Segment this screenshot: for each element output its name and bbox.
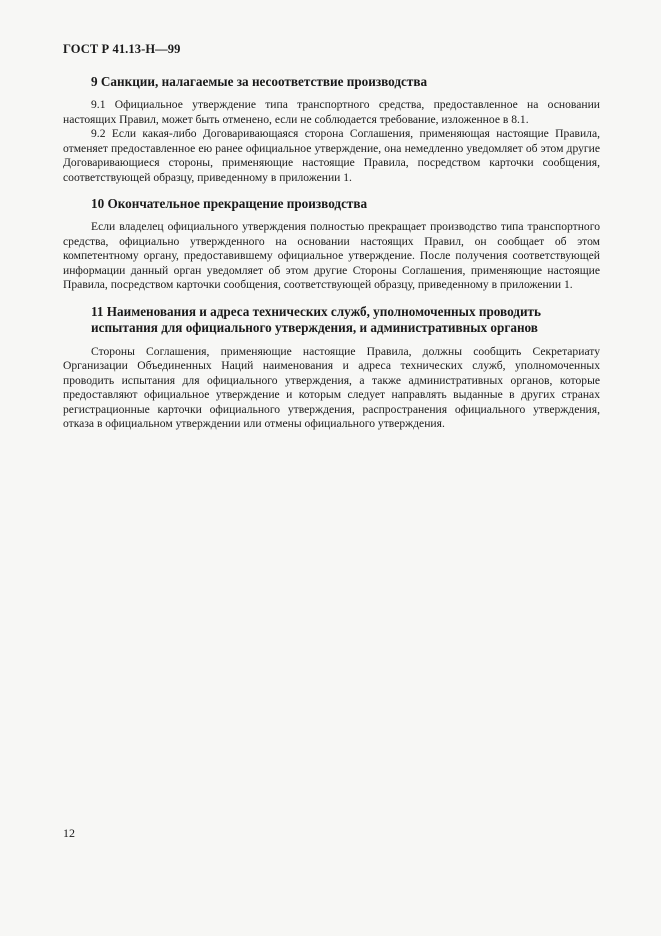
section-title-line-1: 11 Наименования и адреса технических служб, уполномоченных проводить xyxy=(91,303,542,319)
section-title xyxy=(63,304,600,337)
paragraph-9-2: 9.2 Если какая-либо Договаривающаяся сторона Соглашения, применяющая настоящие Правила, отменяет предоставленное ею ранее официальное утверждение, она немедленно уведомляет об этом другие Договаривающиеся стороны, применяющие настоящие Правила, посредством карточки сообщения, соответствующей образцу, приведенному в приложении 1. xyxy=(63,127,600,184)
paragraph-10: Если владелец официального утверждения полностью прекращает производство типа транспортного средства, официально утвержденного на основании настоящих Правил, он сообщает об этом компетентному органу, предоставившему официальное утверждение. После получения соответствующей информации данный орган уведомляет об этом другие Стороны Соглашения, применяющие настоящие Правила, посредством карточки сообщения, соответствующей образцу, приведенному в приложении 1. xyxy=(63,220,600,291)
section-title: 9 Санкции, налагаемые за несоответствие производства xyxy=(91,74,428,89)
section-title-line-2: испытания для официального утверждения, и административных органов xyxy=(91,320,538,335)
section-10 xyxy=(63,196,600,293)
document-body xyxy=(63,74,600,443)
section-title: 10 Окончательное прекращение производства xyxy=(91,196,368,211)
section-11 xyxy=(63,304,600,432)
paragraph-11: Стороны Соглашения, применяющие настоящие Правила, должны сообщить Секретариату Организации Объединенных Наций наименования и адреса технических служб, уполномоченных проводить испытания для официального утверждения, а также административных органов, которые предоставляют официальное утверждение и которым следует направлять выданные в других странах регистрационные карточки официального утверждения, распространения официального утверждения, отказа в официальном утверждении или отмены официального утверждения. xyxy=(63,344,600,430)
standard-code-header: ГОСТ Р 41.13-Н—99 xyxy=(63,42,181,56)
paragraph-9-1: 9.1 Официальное утверждение типа транспортного средства, предоставленное на основании настоящих Правил, может быть отменено, если не соблюдается требование, изложенное в 8.1. xyxy=(63,98,600,126)
section-9 xyxy=(63,74,600,185)
page-number: 12 xyxy=(63,826,75,840)
